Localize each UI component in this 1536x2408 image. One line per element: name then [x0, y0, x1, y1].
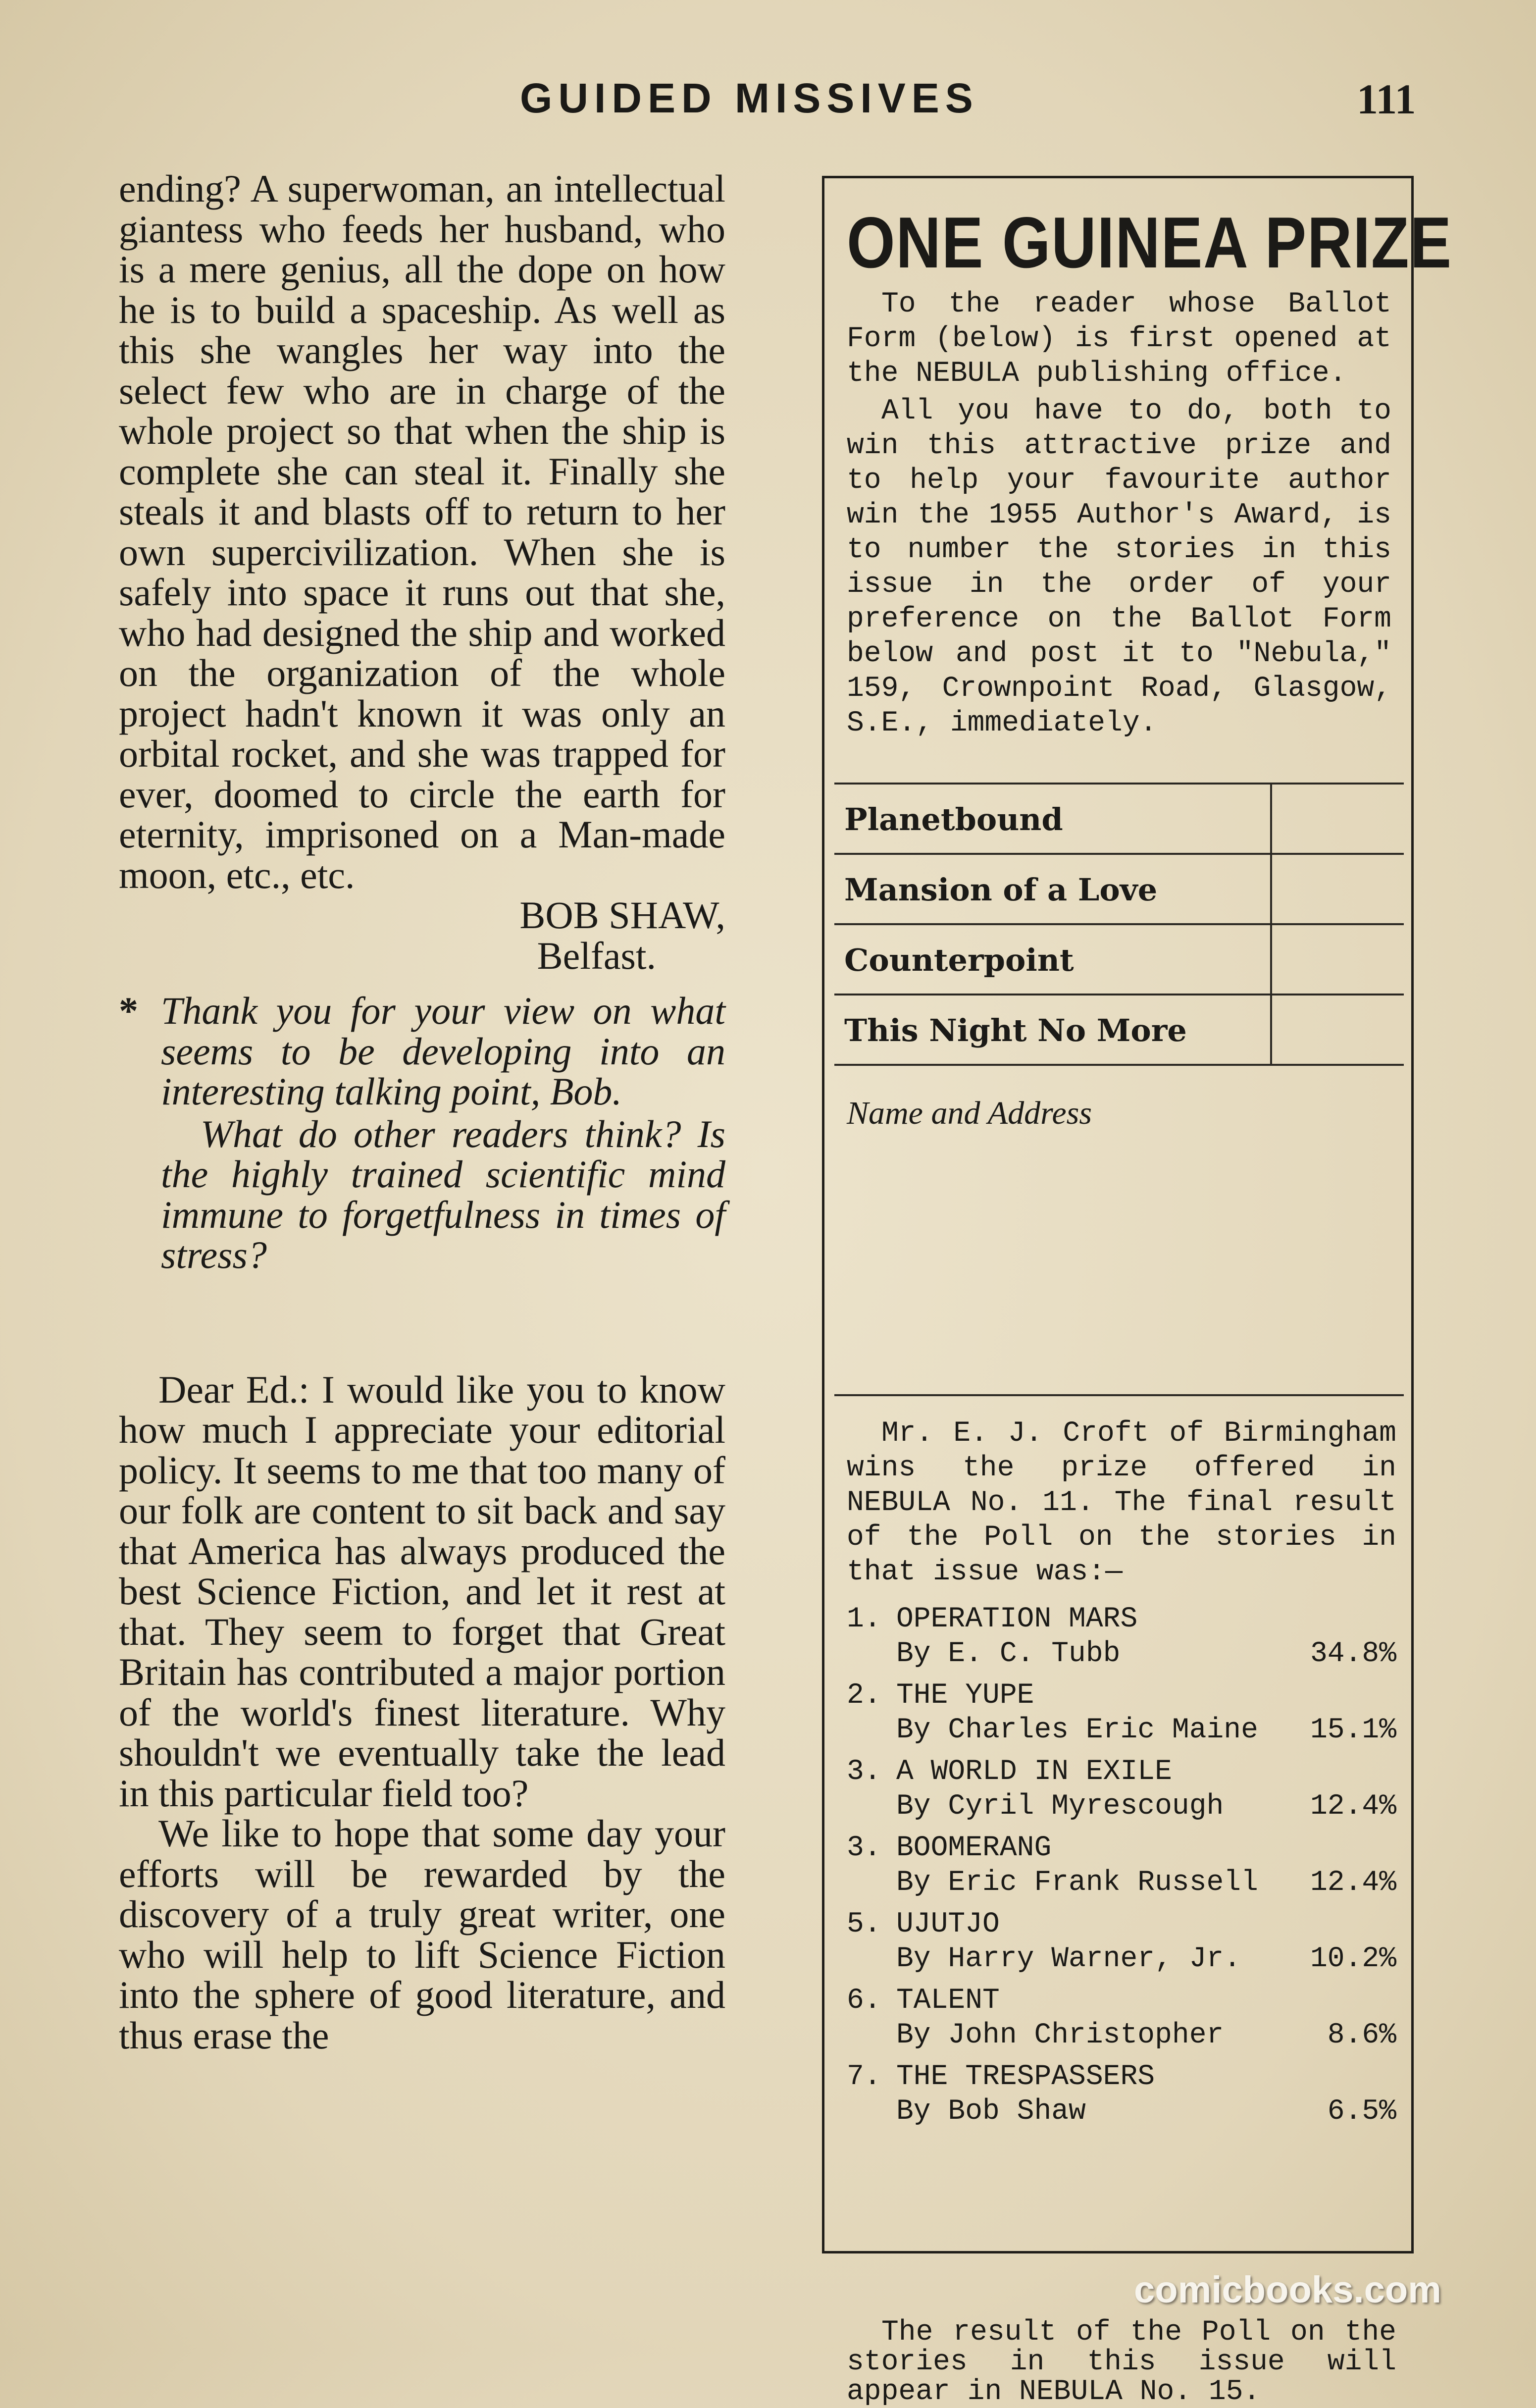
poll-rank: 1. [847, 1603, 881, 1635]
poll-footer-note [847, 2318, 1396, 2407]
poll-story-title: UJUTJO [896, 1908, 1000, 1940]
poll-result-item [847, 1602, 1396, 1672]
signature-name: BOB SHAW, [519, 893, 725, 937]
prize-intro-1: To the reader whose Ballot Form (below) is first opened at the NEBULA publishing office. [847, 288, 1391, 390]
letter2-para1: Dear Ed.: I would like you to know how much I appreciate your editorial policy. It seems to me that too many of our folk are content to sit back and say that America has always produced the best Science Fiction, and let it rest at that. They seem to forget that Great Britain has contributed a major portion of the world's finest literature. Why shouldn't we eventually take the lead in this particular field too? [119, 1367, 725, 1815]
poll-percent: 10.2% [1310, 1943, 1396, 1975]
ballot-story-title: Counterpoint [844, 942, 1074, 978]
poll-author: By Charles Eric Maine [896, 1714, 1258, 1746]
ballot-row [834, 855, 1404, 925]
poll-story-title: TALENT [896, 1985, 1000, 2017]
ballot-rank-box[interactable] [1270, 855, 1406, 923]
poll-author: By John Christopher [896, 2019, 1224, 2051]
poll-author: By Bob Shaw [896, 2095, 1086, 2128]
ballot-rank-box[interactable] [1270, 995, 1406, 1064]
poll-percent: 6.5% [1327, 2095, 1396, 2128]
winner-announcement [847, 1416, 1396, 1590]
winner-text: Mr. E. J. Croft of Birmingham wins the prize offered in NEBULA No. 11. The final result of the Poll on the stories in that issue was:— [847, 1417, 1396, 1588]
ballot-form [834, 783, 1404, 1066]
prize-heading: ONE GUINEA PRIZE [847, 202, 1452, 283]
editor-note-reply: Thank you for your view on what seems to be developing into an interesting talking point, Bob. [161, 989, 725, 1113]
editor-note-question: What do other readers think? Is the highly trained scientific mind immune to forgetfulness in times of stress? [161, 1112, 725, 1276]
running-header-title: GUIDED MISSIVES [520, 75, 979, 121]
poll-result-item [847, 1678, 1396, 1748]
poll-story-title: A WORLD IN EXILE [896, 1756, 1172, 1788]
editor-note [119, 991, 725, 1275]
poll-result-item [847, 1907, 1396, 1977]
poll-rank: 5. [847, 1908, 881, 1940]
site-watermark: comicbooks.com [1134, 2269, 1441, 2311]
prize-intro [847, 287, 1391, 741]
poll-percent: 15.1% [1310, 1714, 1396, 1746]
divider [834, 1394, 1404, 1396]
page-number: 111 [1357, 75, 1416, 123]
poll-percent: 12.4% [1310, 1867, 1396, 1899]
letters-column [119, 168, 725, 2055]
poll-author: By E. C. Tubb [896, 1638, 1121, 1670]
poll-rank: 6. [847, 1985, 881, 2017]
ballot-rank-box[interactable] [1270, 925, 1406, 994]
poll-percent: 12.4% [1310, 1790, 1396, 1823]
letter1-body: ending? A superwoman, an intellectual giantess who feeds her husband, who is a mere genius, all the dope on how he is to build a spaceship. As well as this she wangles her way into the select few who are in charge of the whole project so that when the ship is complete she can steal it. Finally she steals it and blasts off to return to her own supercivilization. When she is safely into space it runs out that she, who had designed the ship and worked on the organization of the whole project hadn't known it was only an orbital rocket, and she was trapped for ever, doomed to circle the earth for eternity, imprisoned on a Man-made moon, etc., etc. [119, 167, 725, 896]
poll-result-item [847, 1755, 1396, 1824]
ballot-rank-box[interactable] [1270, 785, 1406, 853]
letter2 [119, 1369, 725, 2056]
poll-rank: 2. [847, 1679, 881, 1712]
ballot-row [834, 925, 1404, 995]
poll-percent: 34.8% [1310, 1638, 1396, 1670]
signature-place: Belfast. [537, 934, 656, 977]
name-and-address-label: Name and Address [847, 1095, 1092, 1131]
ballot-story-title: Mansion of a Love [844, 872, 1158, 908]
poll-result-item [847, 2060, 1396, 2129]
poll-author: By Eric Frank Russell [896, 1867, 1258, 1899]
poll-result-item [847, 1984, 1396, 2053]
ballot-story-title: This Night No More [844, 1012, 1187, 1048]
poll-result-item [847, 1831, 1396, 1900]
poll-author: By Cyril Myrescough [896, 1790, 1224, 1823]
poll-author: By Harry Warner, Jr. [896, 1943, 1241, 1975]
poll-rank: 3. [847, 1756, 881, 1788]
poll-story-title: THE YUPE [896, 1679, 1034, 1712]
poll-footer-text: The result of the Poll on the stories in this issue will appear in NEBULA No. 15. [847, 2316, 1396, 2408]
ballot-row [834, 785, 1404, 855]
editor-note-asterisk: * [119, 989, 138, 1032]
poll-rank: 3. [847, 1832, 881, 1864]
poll-story-title: BOOMERANG [896, 1832, 1052, 1864]
letter2-para2: We like to hope that some day your efforts will be rewarded by the discovery of a truly great writer, one who will help to lift Science Fiction into the sphere of good literature, and thus erase the [119, 1812, 725, 2057]
letter1-signature [119, 895, 725, 976]
poll-results [847, 1602, 1396, 2136]
poll-rank: 7. [847, 2061, 881, 2093]
ballot-row [834, 995, 1404, 1066]
ballot-story-title: Planetbound [844, 801, 1063, 838]
prize-intro-2: All you have to do, both to win this attractive prize and to help your favourite author win the 1955 Author's Award, is to number the stories in this issue in the order of your preference on the Ballot Form below and post it to "Nebula," 159, Crownpoint Road, Glasgow, S.E., immediately. [847, 395, 1391, 739]
poll-percent: 8.6% [1327, 2019, 1396, 2051]
poll-story-title: THE TRESPASSERS [896, 2061, 1155, 2093]
poll-story-title: OPERATION MARS [896, 1603, 1138, 1635]
